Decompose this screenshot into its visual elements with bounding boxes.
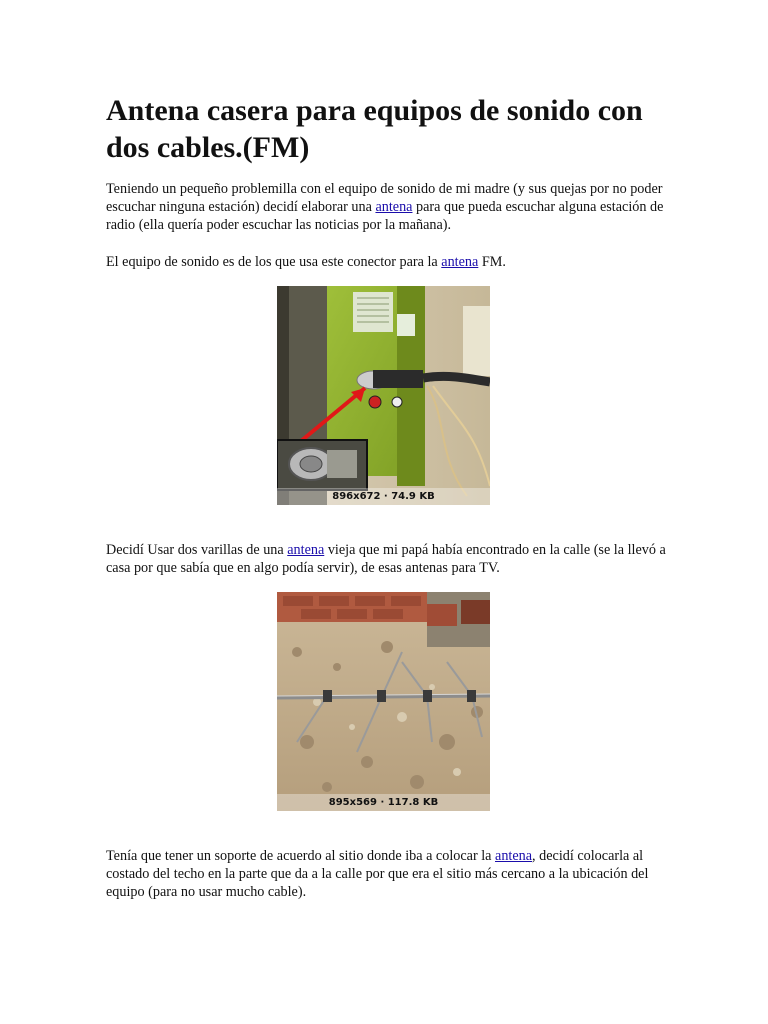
text-segment: Tenía que tener un soporte de acuerdo al sitio donde iba a colocar la [106, 848, 496, 864]
antena-link[interactable]: antena [495, 848, 533, 864]
text-segment: El equipo de sonido es de los que usa este conector para la [106, 254, 442, 270]
paragraph-support [106, 847, 666, 901]
text-segment: , decidí colocarla al costado del techo en la parte que da a la calle por que era el sitio más cercano a la ubicación del equipo (para no usar mucho cable). [106, 848, 649, 900]
text-segment: vieja que mi papá había encontrado en la calle (se la llevó a casa por que sabía que en algo podía servir), de esas antenas para TV. [106, 542, 666, 576]
stereo-connector-image [277, 286, 490, 505]
antena-link[interactable]: antena [287, 542, 325, 558]
antenna-rods-photo [277, 592, 490, 811]
page-title: Antena casera para equipos de sonido con dos cables.(FM) [106, 94, 643, 164]
paragraph-connector [106, 253, 666, 271]
antena-link[interactable]: antena [441, 254, 479, 270]
stereo-connector-photo [277, 286, 490, 505]
antenna-rods-image [277, 592, 490, 811]
image-size-caption: 895x569 · 117.8 KB [277, 794, 490, 811]
text-segment: Decidí Usar dos varillas de una [106, 542, 288, 558]
text-segment: FM. [478, 254, 506, 270]
text-segment: para que pueda escuchar alguna estación de radio (ella quería poder escuchar las noticias por la mañana). [106, 199, 664, 233]
antena-link[interactable]: antena [375, 199, 413, 215]
paragraph-rods [106, 541, 666, 577]
paragraph-intro [106, 180, 666, 234]
image-size-caption: 896x672 · 74.9 KB [277, 488, 490, 505]
text-segment: Teniendo un pequeño problemilla con el equipo de sonido de mi madre (y sus quejas por no poder escuchar ninguna estación) decidí elaborar una [106, 181, 663, 215]
